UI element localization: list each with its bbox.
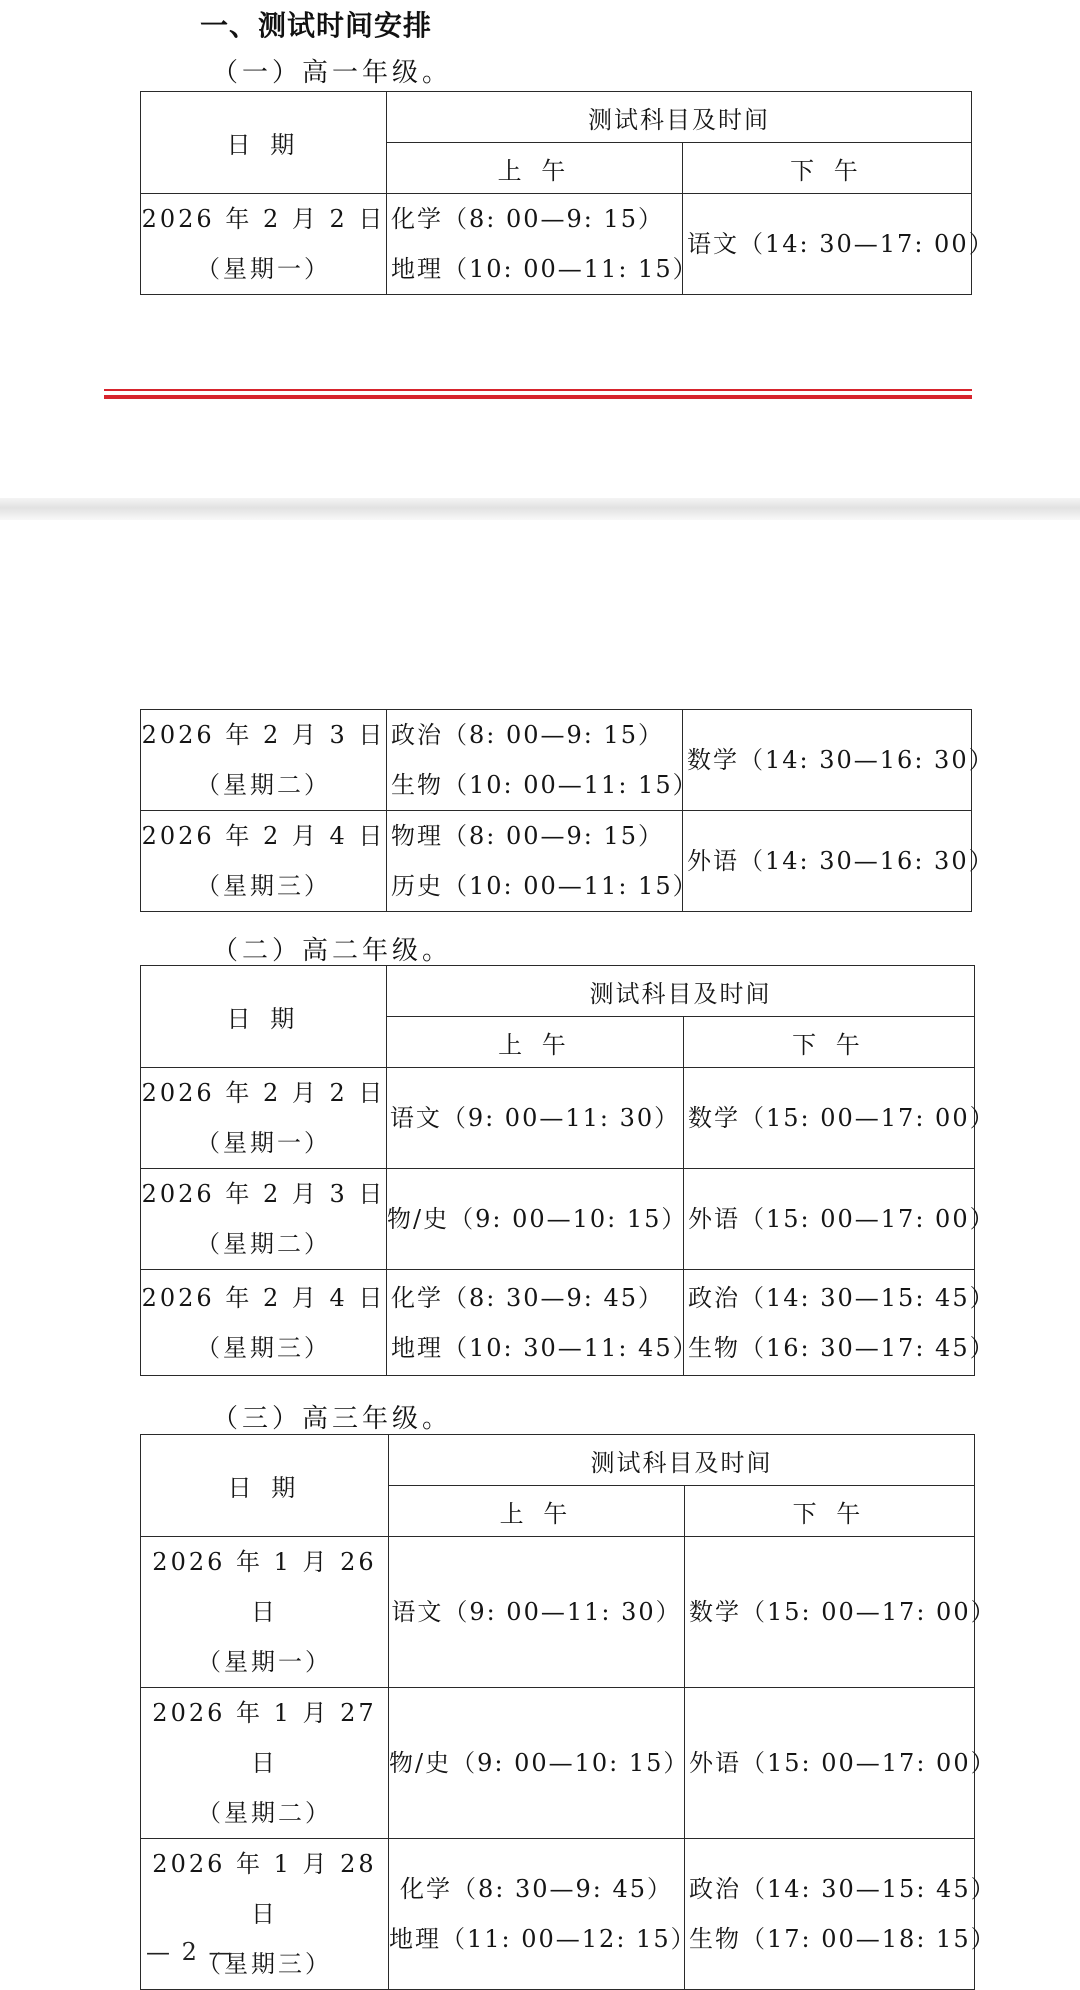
am-subject: 地理（10: 30—11: 45） — [391, 1333, 699, 1362]
date-cell: 2026 年 1 月 26 日 — [152, 1548, 377, 1626]
am-subject: 物/史（9: 00—10: 15） — [387, 1205, 688, 1233]
page-number: — 2 — — [146, 1938, 235, 1966]
table-row — [141, 1839, 975, 1990]
am-subject: 生物（10: 00—11: 15） — [391, 771, 699, 799]
grade1-schedule-table-continued — [140, 709, 995, 912]
pm-subject: 数学（15: 00—17: 00） — [688, 1104, 996, 1132]
weekday-cell: （星期二） — [197, 1799, 332, 1827]
pm-subject: 语文（14: 30—17: 00） — [687, 230, 995, 258]
pm-subject: 外语（15: 00—17: 00） — [688, 1205, 996, 1233]
pm-subject: 生物（16: 30—17: 45） — [688, 1333, 996, 1362]
grade3-title: （三）高三年级。 — [212, 1404, 453, 1434]
pm-subject: 数学（15: 00—17: 00） — [689, 1598, 997, 1626]
weekday-cell: （星期一） — [196, 1129, 331, 1157]
afternoon-header: 下 午 — [684, 1017, 975, 1068]
grade1-title: （一）高一年级。 — [212, 58, 453, 88]
date-cell: 2026 年 1 月 28 日 — [152, 1850, 377, 1928]
date-cell: 2026 年 1 月 27 日 — [152, 1699, 377, 1777]
morning-header: 上 午 — [387, 143, 683, 194]
morning-header: 上 午 — [387, 1017, 684, 1068]
table-row — [141, 1537, 975, 1688]
am-subject: 物理（8: 00—9: 15） — [391, 822, 665, 850]
am-subject: 历史（10: 00—11: 15） — [391, 872, 699, 900]
red-divider-line — [104, 389, 972, 399]
pm-subject: 政治（14: 30—15: 45） — [688, 1283, 996, 1312]
am-subject: 物/史（9: 00—10: 15） — [389, 1749, 690, 1777]
weekday-cell: （星期三） — [196, 872, 331, 900]
am-subject: 地理（11: 00—12: 15） — [389, 1925, 697, 1953]
table-row — [141, 194, 972, 295]
date-header: 日 期 — [141, 966, 387, 1068]
date-cell: 2026 年 2 月 3 日 — [141, 1180, 386, 1208]
table-row — [141, 811, 972, 912]
grade1-schedule-table — [140, 91, 995, 295]
weekday-cell: （星期一） — [197, 1648, 332, 1676]
pm-subject: 外语（14: 30—16: 30） — [687, 847, 995, 875]
pm-subject: 生物（17: 00—18: 15） — [689, 1925, 997, 1953]
am-subject: 化学（8: 30—9: 45） — [399, 1875, 674, 1903]
table-row — [141, 1169, 975, 1270]
am-subject: 化学（8: 00—9: 15） — [391, 205, 665, 233]
date-cell: 2026 年 2 月 3 日 — [141, 721, 386, 749]
date-header: 日 期 — [141, 92, 387, 194]
grade2-title: （二）高二年级。 — [212, 936, 453, 966]
subjects-header: 测试科目及时间 — [387, 966, 975, 1017]
am-subject: 政治（8: 00—9: 15） — [391, 721, 665, 749]
am-subject: 化学（8: 30—9: 45） — [391, 1283, 665, 1312]
date-header: 日 期 — [141, 1435, 389, 1537]
date-cell: 2026 年 2 月 4 日 — [141, 1283, 386, 1312]
table-row — [141, 1270, 975, 1376]
subjects-header: 测试科目及时间 — [387, 92, 972, 143]
pm-subject: 数学（14: 30—16: 30） — [687, 746, 995, 774]
page-separator — [0, 498, 1080, 520]
section-heading: 一、测试时间安排 — [200, 9, 433, 42]
am-subject: 语文（9: 00—11: 30） — [391, 1598, 682, 1626]
table-row — [141, 1068, 975, 1169]
weekday-cell: （星期二） — [196, 771, 331, 799]
weekday-cell: （星期二） — [196, 1230, 331, 1258]
am-subject: 语文（9: 00—11: 30） — [389, 1104, 681, 1132]
date-cell: 2026 年 2 月 4 日 — [141, 822, 386, 850]
table-row — [141, 710, 972, 811]
am-subject: 地理（10: 00—11: 15） — [391, 255, 699, 283]
pm-subject: 外语（15: 00—17: 00） — [689, 1749, 997, 1777]
weekday-cell: （星期一） — [196, 255, 331, 283]
grade3-schedule-table — [140, 1434, 997, 1990]
subjects-header: 测试科目及时间 — [389, 1435, 975, 1486]
weekday-cell: （星期三） — [196, 1333, 331, 1362]
table-row — [141, 1688, 975, 1839]
date-cell: 2026 年 2 月 2 日 — [141, 1079, 386, 1107]
morning-header: 上 午 — [389, 1486, 685, 1537]
afternoon-header: 下 午 — [685, 1486, 975, 1537]
grade2-schedule-table — [140, 965, 996, 1376]
date-cell: 2026 年 2 月 2 日 — [141, 205, 386, 233]
weekday-cell: （星期三） — [197, 1950, 332, 1978]
pm-subject: 政治（14: 30—15: 45） — [689, 1875, 997, 1903]
afternoon-header: 下 午 — [683, 143, 972, 194]
